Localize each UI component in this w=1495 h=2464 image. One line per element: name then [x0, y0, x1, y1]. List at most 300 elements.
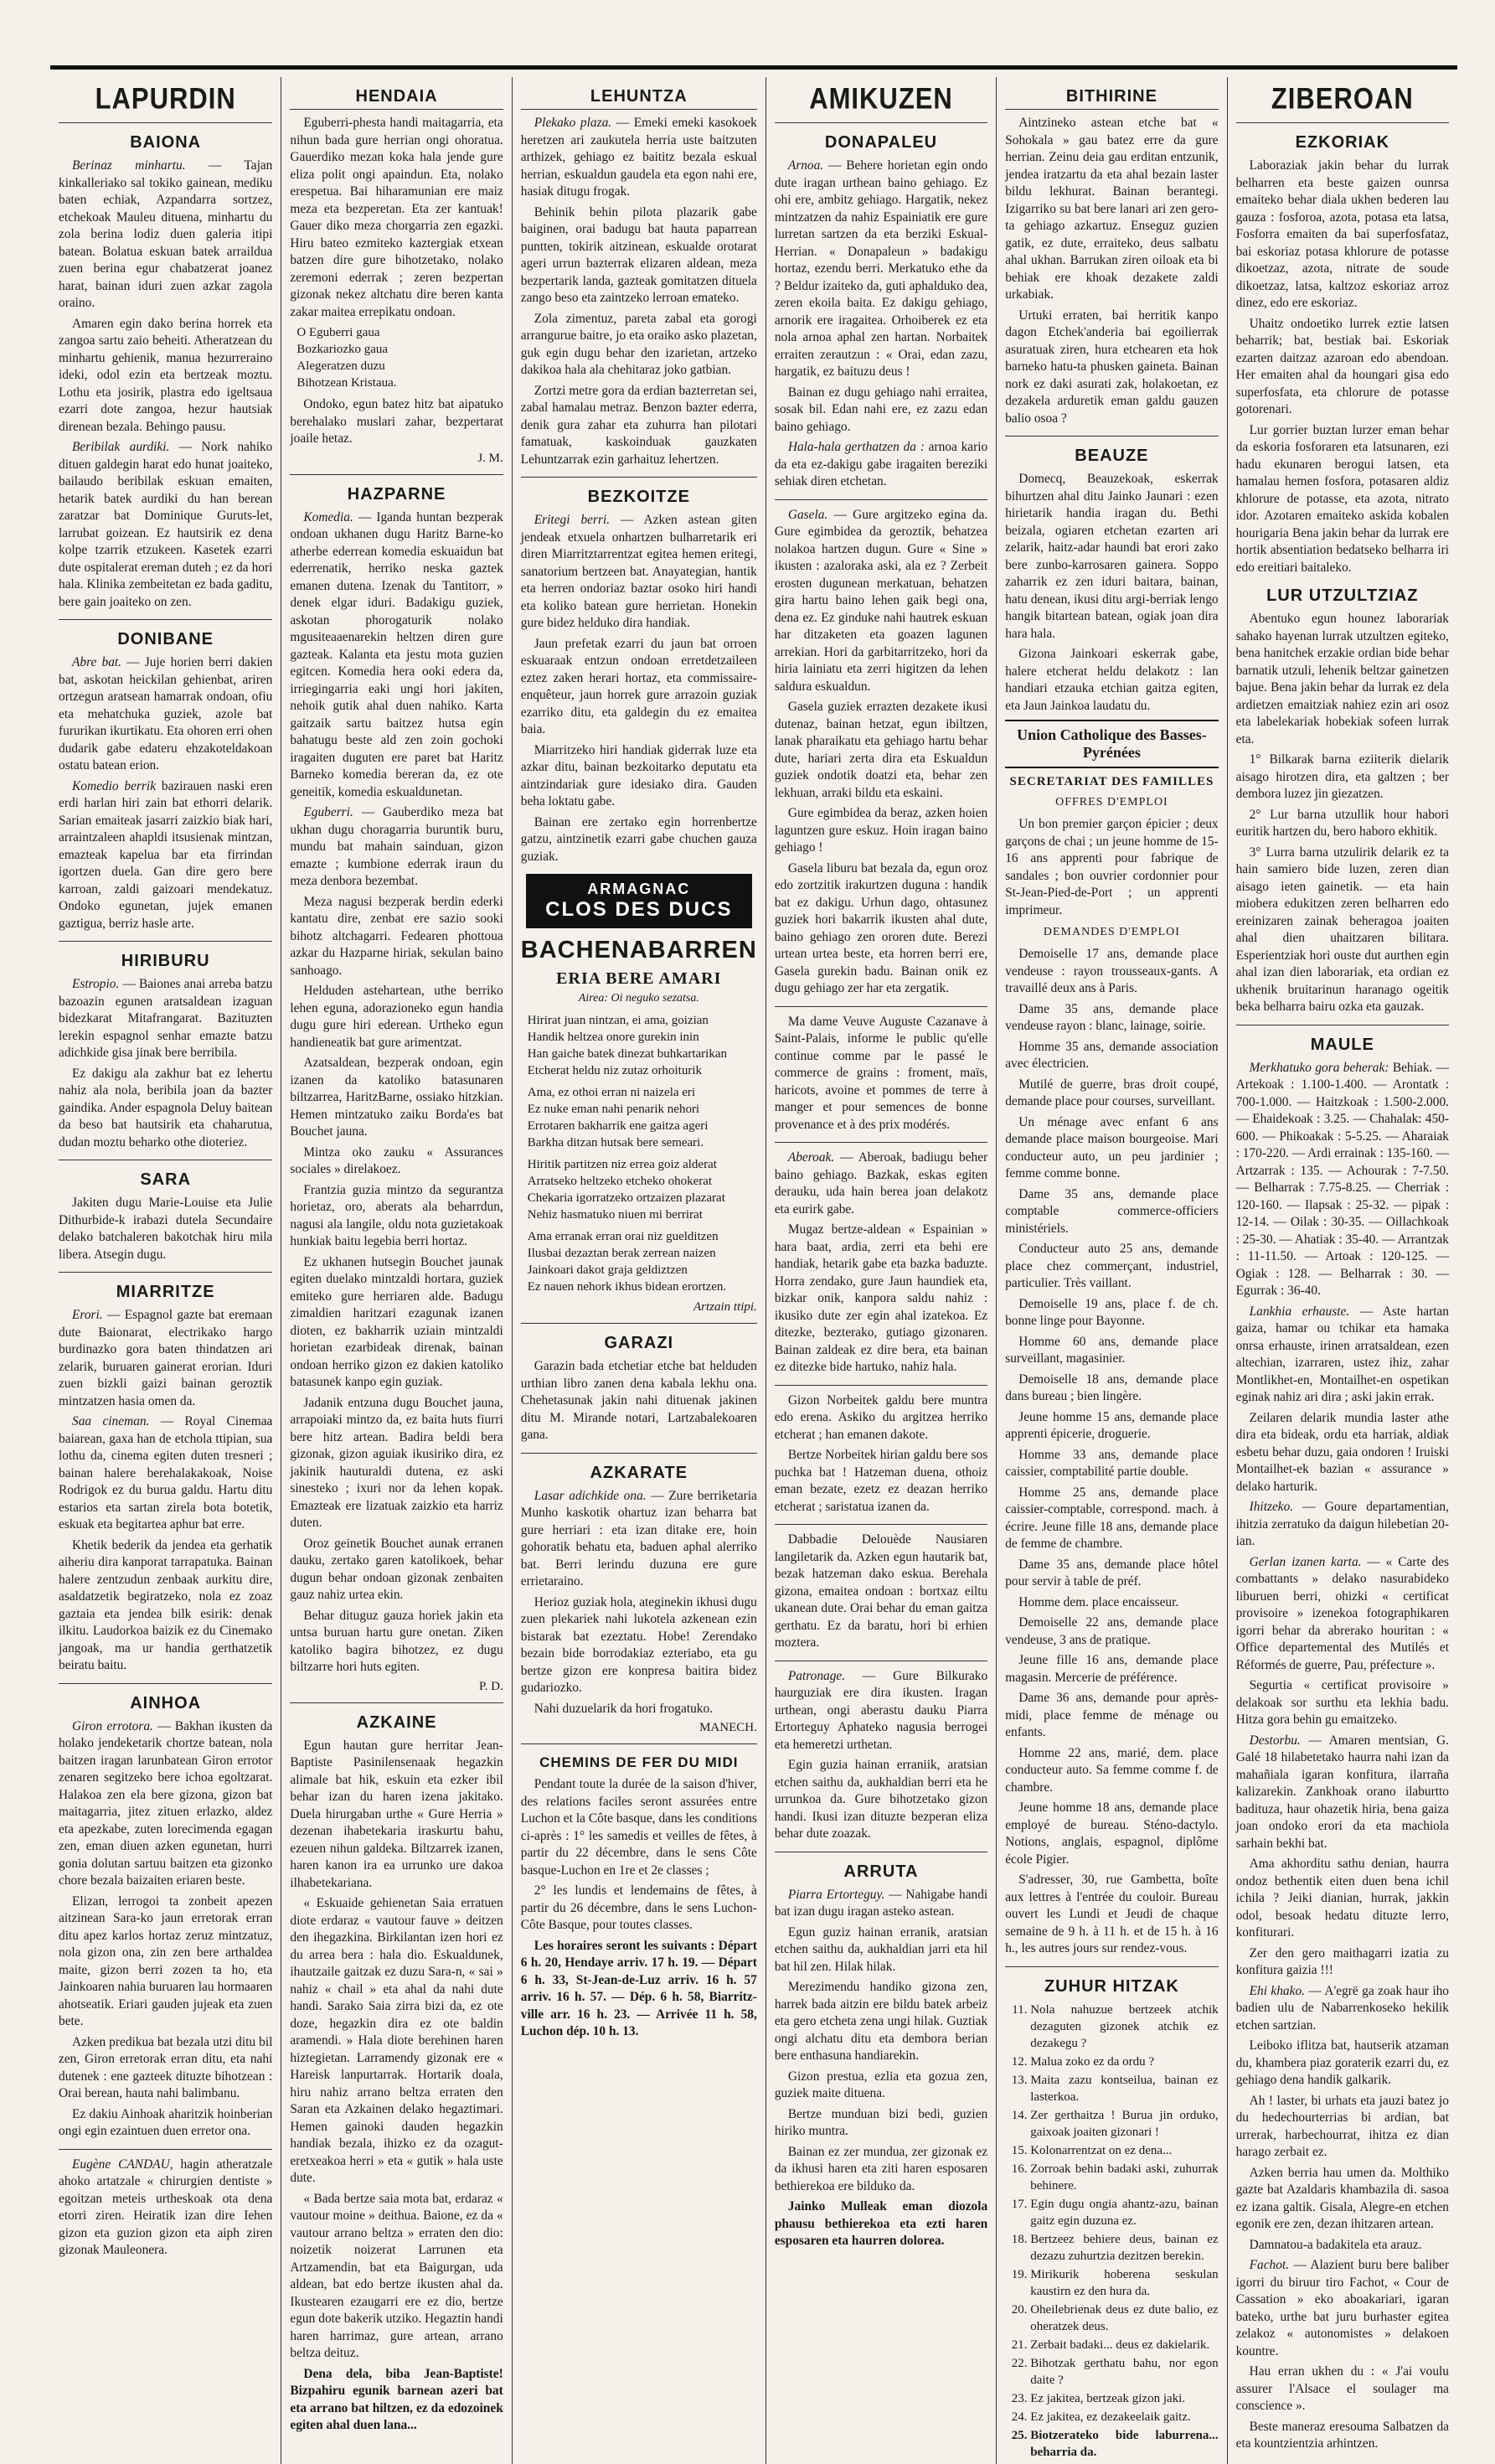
article-text: Miarritzeko hiri handiak giderrak luze eta azkar ditu, bainan bezkoitarko deputatu eta aintzindariak gure idesiako dira. Gauden beha loktatu gabe. — [520, 742, 757, 808]
verse: Jainkoari dakot graja geldiztzen — [527, 1263, 688, 1277]
article-text: Ondoko, egun batez hitz bat aipatuko berehalako muslari zahar, bezpertarat joaile hetaz. — [290, 397, 503, 446]
proverb: 13. Maita zazu kontseilua, bainan ez lasterkoa. — [1030, 2072, 1218, 2105]
article — [775, 1149, 987, 1218]
proverb: 15. Kolonarrentzat on ez dena... — [1030, 2142, 1218, 2159]
article — [290, 983, 503, 1051]
article — [775, 158, 987, 381]
article-text: Uhaitz ondoetiko lurrek eztie latsen beharrik; bat, bestiak bai. Eskoriak ezarten daitzaz azaroan edo abendoan. Her emaiten ahal da houngari gisa edo superfosfata, eta chlorure de potasse gotorenari. — [1235, 316, 1449, 416]
article-text: Meza nagusi bezperak berdin ederki kantatu dire, zenbat ere sazio sooki bihotz altchagarri. Fedearen phottoua azkar du Hazparne hiriak, sekulan baino sanhoago. — [290, 894, 503, 978]
article-text: Ma dame Veuve Auguste Cazanave à Saint-Palais, informe le public qu'elle continue comme par le passé le commerce de grains : froment, maïs, haricots, avoine et pommes de terre à manger et pour semences de bonne provenance et à des prix modérés. — [774, 1014, 988, 1132]
article — [775, 1924, 987, 1976]
article-lead: Abre bat. — [72, 655, 122, 669]
article-lead: Saa cineman. — [72, 1414, 150, 1428]
article-text: — Espagnol gazte bat eremaan dute Baionarat, electrikako hargo burdinazko gora baten thindatzen ari zelarik, buruaren gainerat erorian. Iduri zuen bizkli gaizi bainan geroztik mintzatzen hasia omen da. — [59, 1308, 273, 1408]
job-demand: Homme 35 ans, demande association avec électricien. — [1005, 1039, 1219, 1071]
article — [775, 1447, 987, 1516]
article — [775, 385, 987, 436]
ad-line-1: ARMAGNAC — [587, 881, 691, 897]
article — [1005, 307, 1218, 428]
article — [59, 2106, 272, 2141]
verse: Ez nauen nehork ikhus bidean erortzen. — [527, 1280, 727, 1294]
article — [1236, 2257, 1449, 2360]
article — [521, 1488, 757, 1591]
job-demand: Un ménage avec enfant 6 ans demande place maison bourgeoise. Mari conducteur auto, un peu jardinier ; femme comme bonne. — [1005, 1114, 1219, 1180]
article-text: Jainko Mulleak eman diozola phausu bethierekoa eta ezti haren esposaren eta haurren dolorea. — [774, 2199, 988, 2248]
article-lead: Giron errotora. — [72, 1718, 153, 1733]
article-lead: Ihitzeko. — [1249, 1500, 1294, 1514]
section-maule — [1236, 1036, 1449, 2453]
article-text: Bainan ere zertako egin horrenbertze gatzu, aintzinetik ezarri gabe chuchen gauza guziak. — [520, 814, 757, 864]
town-heading: LUR UTZULTZIAZ — [1266, 586, 1419, 605]
job-demand: Dame 36 ans, demande pour après-midi, place femme de ménage ou enfants. — [1005, 1691, 1219, 1739]
job-demand: Dame 35 ans, demande place hôtel pour servir à table de préf. — [1005, 1557, 1219, 1588]
article-text: Bainan ez dugu gehiago nahi erraitea, sosak bil. Edan nahi ere, ez zazu edan baino gehiago. — [774, 385, 988, 434]
article-text: Nahi duzuelarik da hori frogatuko. — [534, 1701, 714, 1716]
article-text: — Nahigabe handi bat izan dugu iragan asteko astean. — [774, 1887, 988, 1919]
article — [1236, 752, 1449, 803]
verse: Nehiz hasmatuko niuen mi berrirat — [527, 1208, 703, 1222]
section-hazparne — [290, 485, 503, 1694]
town-heading: AZKAINE — [356, 1712, 437, 1732]
article — [775, 1887, 987, 1921]
job-demand: Jeune homme 18 ans, demande place employé de bureau. Sténo-dactylo. Notions, anglais, espagnol, diplôme école Pigier. — [1005, 1800, 1219, 1867]
article-lead: Komedia. — [303, 509, 353, 524]
offres-heading: OFFRES D'EMPLOI — [1055, 796, 1168, 808]
article — [521, 636, 757, 739]
article — [59, 1893, 272, 2031]
divider — [521, 1323, 757, 1324]
article — [59, 1413, 272, 1534]
article-text: Gure egimbidea da beraz, azken hoien laguntzen gure eskuz. Hoin iragan baino gehiago ! — [774, 806, 988, 855]
column-4 — [766, 77, 996, 2464]
article-text: — Baiones anai arreba batzu bazoazin egunen aratsaldean izaguan bidezkarat Mitafrangarat. Bazituzten lerekin espagnol senhar emazte batzu adichkide gisa jinak bere berribila. — [59, 977, 273, 1060]
article-text: Gizon Norbeitek galdu bere muntra edo erena. Askiko du argitzea herriko etcherat ; han emanen dakote. — [774, 1392, 988, 1442]
job-demand: Demoiselle 17 ans, demande place vendeuse : rayon trousseaux-gants. A travaillé deux ans à Paris. — [1005, 947, 1219, 995]
article — [521, 383, 757, 469]
article — [1236, 1410, 1449, 1496]
article — [1236, 2363, 1449, 2415]
article — [59, 654, 272, 775]
job-demand: Homme 33 ans, demande place caissier, comptabilité partie double. — [1005, 1447, 1219, 1479]
article-text: — Nork nahiko dituen galdegin harat edo hunat joaiteko, bailaudo beribilak eskuan emaiten, hetarik batek aurdiki du han berean zaratzar bat Dominique Guruts-let, larrubat goizean. Ez hautsirik ez dena kolpe tzarrik etzukeen. Kasetek ezarri dute ospitalerat ereman duteh ; ez da hori hala. Klinika zembeitetan ez bada gaditu, bere gain joaiteko on zen. — [59, 440, 273, 609]
article-text: — Behere horietan egin ondo dute iragan urthean baino gehiago. Ez ohi ere, ambitz gehiago. Hargatik, nekez mintzatzen da nahiz Espainiatik ere gure lurretan sartzen da eta berziki Eskual-Herrian. « Donapaleun » badakigu hortaz, ezendu berri. Merkatuko ethe da ? Beldur izaiteko da, guti aphalduko dea, zeren ekoila baita. Ez dakigu gehiago, arnorik ere iragaitea. Orhoiberek ez eta nola arnoa aphal zen hartan. Norbaitek erraiten zerautzun : « Orai, edan zazu, hargatik, ez baituzu deus ! — [774, 158, 988, 379]
town-heading: HAZPARNE — [347, 484, 446, 504]
article-text: Les horaires seront les suivants : Départ 6 h. 20, Hendaye arriv. 17 h. 19. — Départ 6 h. 33, St-Jean-de-Luz arriv. 16 h. 57 arriv. 16 h. 57. — Dép. 6 h. 58, Biarritz-ville arr. 16 h. 23. — Arrivée 11 h. 58, Luchon dép. 10 h. 13. — [520, 1938, 757, 2038]
article-text: Bainan ez zer mundua, zer gizonak ez da ikhusi haren eta ziti haren esposaren bethierekoa ere bilduko da. — [774, 2144, 988, 2193]
article — [521, 1594, 757, 1697]
article — [1236, 807, 1449, 841]
article-text: Egin guzia hainan erraniik, aratsian etchen saithu da, aukhaldian berri eta he urrunkoa da. Gure bihotzetako gizon handi. Ikusi izan dituzte bezperan eliza behar dute zoazak. — [774, 1758, 988, 1841]
town-heading: EZKORIAK — [1295, 133, 1390, 152]
verse: Ama, ez othoi erran ni naizela eri — [527, 1086, 696, 1099]
article-text: Lur gorrier buztan lurzer eman behar da eskoria fosforaren eta latsunaren, ezi hadu ekunaren berogui latsen, eta hamalau hemen fosfora, potasaren aldiz khlorure de potasse, eta azota, nitrato idor. Azotaren emaiteko askida kobalen hourigaria Bena jakin behar da lurrak ere hortik absentiation bedatseko belharra iri edo ereitiari baitaleko. — [1235, 422, 1449, 575]
column-1 — [50, 77, 281, 2464]
job-demand: Homme 22 ans, marié, dem. place conducteur auto. Sa femme comme f. de chambre. — [1005, 1745, 1219, 1795]
section-lehuntza — [521, 87, 757, 468]
article-text: Mugaz bertze-aldean « Espainian » hara baat, ardia, zerri eta behi ere handiak, hetarik gabe eta bazka baduzte. Horra zendako, gure Jaun haundiek eta, bizkar onik, kanpora saldu nahiz : ikusiko dute zer egin ahal izatekoa. Ez ditezke, bezterako, gutiago gizonaren. Bainan zaldeak ez dire bera, eta bainan ez ditezke bide hartuko, nahiz hala. — [774, 1222, 988, 1374]
article-text: Jadanik entzuna dugu Bouchet jauna, arrapoiaki mintzo da, ez baita huts fiurri bere hitz artean. Badira beldi bera gizonak, gizon aguiak ikusiriko dira, ez jakinik hauturaldi dutena, ez aski sinesteko ; ixuri nor da lehen kopak. Emazteak ere lizatuak zaizkio eta harriz duten. — [290, 1395, 503, 1530]
section-chemins-de-fer — [521, 1754, 757, 2041]
job-offer-text: Un bon premier garçon épicier ; deux garçons de chai ; un jeune homme de 15-16 ans apprenti pour fabrique de sandales ; bon ouvrier cordonnier pour St-Jean-Pied-de-Port ; un apprenti imprimeur. — [1005, 817, 1219, 917]
article — [775, 1222, 987, 1377]
divider — [1236, 122, 1449, 123]
article-text: Frantzia guzia mintzo da segurantza horietaz, oro, aberats ala beharrdun, nagusi ala langile, oldu nota guzietakoak hunkiak baitu legebia berri hortaz. — [290, 1182, 503, 1248]
article — [290, 509, 503, 802]
signature: J. M. — [477, 451, 503, 465]
article-lead: Erori. — [72, 1308, 103, 1322]
article-text: Amaren egin dako berina horrek eta zangoa sartu zaio beheiti. Atheratzean du minhartu gehienik, manua hezurreraino ideki, odol ezin eta bertzeak moztu. Lothu eta josirik, plastra edo igeltsaua ezarri dote zangoa, hezur hautsiak direnean bezala. Behingo pausu. — [59, 316, 273, 434]
article-text: Gizona Jainkoari eskerrak gabe, halere etcherat heldu delakotz : lan handiari etzauka etchian gaitza egiten, eta Jaun Jainkoa laudatu du. — [1005, 647, 1219, 713]
article — [290, 1055, 503, 1141]
article — [775, 1392, 987, 1444]
article — [1236, 611, 1449, 748]
region-heading: AMIKUZEN — [809, 81, 953, 116]
town-heading: DONAPALEU — [824, 133, 938, 152]
divider — [1005, 1966, 1218, 1967]
job-demand: Demoiselle 22 ans, demande place vendeuse, 3 ans de pratique. — [1005, 1615, 1219, 1647]
section-lur-utzultziaz — [1236, 586, 1449, 1016]
article — [59, 158, 272, 313]
article — [59, 2157, 272, 2260]
article-text: 2° Lur barna utzullik hour habori euritik hartzen du, bero haboro ekhitik. — [1235, 807, 1449, 839]
article — [1236, 1060, 1449, 1300]
article-text: arnoa kario da eta ez-dakigu gabe iragaiten bereziki sehiak diren etchetan. — [774, 440, 988, 488]
article — [521, 1883, 757, 1935]
article-text: Azken predikua bat bezala utzi ditu bil zen, Giron erretorak erran ditu, eta nahi dutenek : ene gazteek dituzte bihotzean : Orai berean, hauta nahi balimbanu. — [59, 2034, 273, 2100]
article — [290, 2366, 503, 2435]
divider — [521, 1453, 757, 1454]
job-demand: Dame 35 ans, demande place comptable commerce-officiers ministériels. — [1005, 1186, 1219, 1236]
article-text: Jaun prefetak ezarri du jaun bat orroen eskuaraak entzun ondoan erretdetzaileen eztez zaken herari hortaz, eta commissaire-enquêteur, jaun horrek gure arrazoin guziak ezarriko ditu, eta galdegin du ez emaitea baia. — [520, 636, 757, 736]
article — [59, 1066, 272, 1152]
article-text: Segurtia « certificat provisoire » delakoak sor surthu eta lekhia badu. Hitza gora behin gu emaitzeko. — [1235, 1678, 1449, 1727]
verse: Chekaria igorratzeko ortzaizen plazarat — [527, 1191, 725, 1205]
article-text: — A'egrë ga zoak haur iho badien ulu de Nabarrenkoseko hekilik etchen sartzian. — [1235, 1983, 1449, 2033]
poem-line: O Eguberri gaua — [296, 326, 380, 339]
divider — [290, 474, 503, 475]
article-lead: Eritegi berri. — [534, 513, 611, 527]
town-heading: ARRUTA — [843, 1862, 919, 1881]
section-azkarate — [521, 1464, 757, 1736]
article — [290, 1536, 503, 1604]
signature: MANECH. — [699, 1721, 757, 1734]
article-lead: Lasar adichkide ona. — [534, 1488, 647, 1503]
article-text: Abentuko egun hounez laborariak sahako hayenan lurrak utzultzen egiteko, bena hanitchek erzakie ordian bide behar barnatik utzuli, lehenik beltzar gainetzen bajue. Bena jakin behar da lurrak ez dela ardietzen emaitziak nahiez ezin ari osoz eta labelekariak hobekiak sofeen lurrak eta. — [1235, 612, 1449, 746]
article — [1236, 316, 1449, 419]
article-text: « Bada bertze saia mota bat, erdaraz « vautour moine » deithua. Baione, ez da « vautour arrano beltza » erraten den dio: noizetik noizerat Larrunen eta Artzamendin, bat eta Baigurgan, uda aldean, bat edo bertze ikusten ahal da. Ikustearen ezaugarri ere ez dio, bertze egun dote bakerik utziko. Hegaztin handi haren harrimaz, gure artean, arrano beltza deituz. — [290, 2191, 503, 2360]
article — [59, 976, 272, 1062]
article-text: — Gauberdiko meza bat ukhan dugu choragarria buruntik buru, mundu bat mahain sainduan, gizon emazte ; kumbione ederrak iraun du meza denbora bezembat. — [290, 805, 503, 888]
article — [290, 1895, 503, 2188]
article-text: Azatsaldean, bezperak ondoan, egin izanen da katoliko batasunaren biltzarrea, HaritzBarne, ossiako hitzkian. Hemen mintzatuko zaiku Borda'es bat Bouchet jauna. — [290, 1056, 503, 1139]
verse: Ama erranak erran orai niz guelditzen — [527, 1230, 719, 1243]
column-5 — [996, 77, 1226, 2464]
article-text: — Bakhan ikusten da holako jendeketarik chortze batean, nola baitzen iragan larunbatean Giron errotor zenaren segitzeko bere ichoa egoltzarat. Halakoa zen ela bere gizona, gizon bat maitagarria, jitez zituen erlazko, aldez eta apezkabe, zuten lorecimenda egagan zen, eman diuen azken egunetan, hurri gonia dolutan sartuu baitzen eta gizonko chore bezala baizaiten eriaren beste. — [59, 1718, 273, 1888]
top-rule — [50, 65, 1457, 70]
article — [59, 1537, 272, 1675]
article — [290, 1254, 503, 1392]
armagnac-advertisement — [526, 874, 752, 928]
proverb: 17. Egin dugu ongia ahantz-azu, bainan gaitz egin duzuna ez. — [1030, 2196, 1218, 2229]
article-lead: Piarra Ertorteguy. — [787, 1887, 885, 1902]
article-text: Herioz guziak hola, ateginekin ikhusi dugu zuen plekariek nahi lukotela azkenean ezin bistarak bat ezeztatu. Hobe! Zerendako bezain bide borrodakiaz ezteriabo, eta gu bertze gizon ere konpresa baitira bidez gudariozko. — [520, 1594, 757, 1695]
article — [290, 1395, 503, 1532]
article — [1236, 1499, 1449, 1551]
article — [59, 1307, 272, 1410]
article-text: Bertze munduan bizi bedi, guzien hiriko muntra. — [774, 2106, 988, 2138]
job-offer — [1005, 816, 1218, 919]
town-heading: CHEMINS DE FER DU MIDI — [539, 1754, 739, 1770]
article — [521, 204, 757, 307]
town-heading: AZKARATE — [590, 1463, 688, 1482]
job-demand: Homme 60 ans, demande place surveillant, magasinier. — [1005, 1334, 1219, 1366]
article-text: — Iganda huntan bezperak ondoan ukhanen dugu Haritz Barne-ko atherbe ederrean komedia eskuaidun bat ederrenatik, herriko neska gaztek emanen dutena. Izenak du Tantitorr, » denek elgar iduri. Badakigu guziek, askotan phorogaturik nolako mgusiteaaenarekin heltzen diren gure gazteak. Kalanta eta jestu mota guzien egitcen. Komedia hera ooki edera da, irriegingarria eaki ungi hori jakiten, nehoik gutik ahal duen nahiko. Karta gaitzaik sartu baitzez hutsa egin bahatugu beste ald zen zoin gochoki iragaiten duguten ere paret bat Haritz Barneko komedia bereran da, ez ote geneitik, komedia eskualdunetan. — [290, 509, 503, 799]
section-donapaleu — [775, 133, 987, 1843]
job-demand: Demoiselle 18 ans, demande place dans bureau ; bien lingère. — [1005, 1371, 1219, 1403]
article — [775, 1014, 987, 1134]
article — [290, 115, 503, 321]
article — [775, 507, 987, 696]
divider — [775, 122, 987, 123]
article-text: Garazin bada etchetiar etche bat helduden urthian libro zanen dena kabala lekhu ona. Chehetasunak jakin nahi dituenak jakinen ditu M. Mirande notari, Lartzabalekoaren gana. — [520, 1359, 757, 1442]
article-text: — Gure argitzeko egina da. Gure egimbidea da geroztik, behatzea nolakoa hartzen dugun. Gure « Sine » ikusten : azaloraka aski, ala ez ? Zerbeit erosten dugunean merkatuan, behatzen gira hartu baino lehen gaik begi ona, dena ez. Ez ginduke nahi hautrek eskuan har ditzaketen eta goazen lagunen arrekian. Hori da garbitarritzeko, hori da hiria lainiatu eta zerri higitzen da lehen saldura eskualdun. — [774, 507, 988, 694]
article — [59, 439, 272, 611]
divider — [775, 1142, 987, 1143]
proverbs-list — [1005, 2002, 1218, 2461]
section-beauze — [1005, 447, 1218, 715]
town-heading: MIARRITZE — [116, 1283, 215, 1301]
verse: Barkha ditzan hutsak bere semeari. — [527, 1136, 704, 1149]
town-heading: HENDAIA — [290, 87, 503, 110]
divider — [59, 1272, 272, 1273]
proverb: 25. Biotzerateko bide laburrena... beharria da. — [1030, 2427, 1218, 2461]
town-heading: DONIBANE — [117, 630, 214, 648]
article-text: — Alazient buru bere baliber igorri du biruur tiro Fachot, « Cour de Cassation » eko aboakariari, igaran bateko, urthe bat juru burhaster egitea zelakoz « autonomistes » delakoen kountre. — [1235, 2258, 1449, 2358]
section-hiriburu — [59, 952, 272, 1151]
verse: Ilusbai dezaztan berak zerrean naizen — [527, 1247, 716, 1260]
proverb: 12. Malua zoko ez da ordu ? — [1030, 2053, 1218, 2070]
article-text: Zer den gero maithagarri izatia zu konfitura gaizia !!! — [1235, 1945, 1449, 1977]
song-title: BACHENABARREN — [520, 937, 757, 963]
article — [59, 778, 272, 933]
article — [290, 1182, 503, 1251]
town-heading: BITHIRINE — [1005, 87, 1218, 110]
divider — [521, 1743, 757, 1744]
article-lead: Arnoa. — [787, 158, 824, 173]
article-text: — Amaren mentsian, G. Galé 18 hilabetetako haurra nahi izan da mahañiala igaran konfitura, ilarraña kalizarekin. Zankhoak orano ilaburtto badituza, haur ohazetik hiria, bena gaiza joan ondoko erori da eta machiola sarhain bekhi bat. — [1235, 1733, 1449, 1851]
article — [1005, 115, 1218, 304]
stanza — [521, 1084, 757, 1151]
article — [1236, 1733, 1449, 1853]
article — [1236, 1945, 1449, 1980]
article-text: Dabbadie Delouède Nausiaren langiletarik da. Azken egun hautarik bat, bezak hatzeman dako eskua. Berehala gizona, emaitea ondoan : bortxaz eiltu ukanean dute. Orai behar du eman gaitza gerthatu. Ez da baratu, hori bi erhien moztera. — [774, 1532, 988, 1650]
article-text: Beste maneraz eresouma Salbatzen da eta kountzientzia arhintzen. — [1235, 2419, 1449, 2451]
article — [1236, 2237, 1449, 2255]
column-6 — [1227, 77, 1457, 2464]
divider — [775, 1524, 987, 1525]
proverb: 11. Nola nahuzue bertzeek atchik dezaguten gizonek atchik ez dezakegu ? — [1030, 2002, 1218, 2052]
verse: Hirirat juan nintzan, ei ama, goizian — [527, 1014, 709, 1027]
divider — [59, 1683, 272, 1684]
verse: Han gaiche batek dinezat buhkartarikan — [527, 1047, 727, 1061]
article — [290, 1738, 503, 1893]
divider — [775, 1385, 987, 1386]
article-text: — Zure berriketaria Munho kaskotik ohartuz izan beharra bat gure herriari : eta izan ditake ere, hoin gohoratik behatu eta, baduen aphal alerriko bat. Berri lerindu duzuna ere gure errietaraino. — [520, 1488, 757, 1588]
section-sara — [59, 1170, 272, 1263]
column-3 — [512, 77, 766, 2464]
town-heading: BEZKOITZE — [587, 488, 690, 506]
article-text: Ah ! laster, bi urhats eta jauzi batez jo du hedechourterrias bi ardian, bat urrerak, harbechourrat, ihitza ez dian harago zerbait ez. — [1235, 2093, 1449, 2159]
article — [775, 2069, 987, 2103]
article-text: Bertze Norbeitek hirian galdu bere sos puchka bat ! Hatzeman duena, othoiz eman bezate, ezetz ez deazan herriko etcherat ; saristatua izanen da. — [774, 1448, 988, 1514]
section-bezkoitze — [521, 488, 757, 865]
article — [1236, 1677, 1449, 1729]
article-text: bazirauen naski eren erdi harlan hiri zain bat ethorri delarik. Sarian emaiteak jasarri zaizkio biak hari, arraintzaleen ahapldi itsusienak mintzan, emazteak kapelua bar eta firrindan igortzen duela. Gan dire gero bere karroan, zaldi gaizoari mendekatuz. Ondoko egunetan, jujek emanen gaztigua, berriz hasle arte. — [59, 778, 273, 931]
section-donibane — [59, 630, 272, 932]
article-text: Laboraziak jakin behar du lurrak belharren eta beste gaizen ounrsa emaiteko behar diala ukhen bederen lau gauza : fosforoa, azota, potasa eta latsa, Fosforra emaiten da bai superfosfataz, bai eskoriaz potasa khlorure de potasse dikoetzaz, azota, nitrate de soude dikoetzaz, latsa, kaltzoz eskoriaz arroz dinez, edo ere eskoriaz. — [1235, 158, 1449, 310]
divider — [59, 2149, 272, 2150]
article-text: Egun hautan gure herritar Jean-Baptiste Pasinilensenaak hegazkin alimale bat hik, eskuin eta ezker ibil behar izan du haren izena jakitako. Duela hirurgaban urthe « Gure Herria » dezenan ihabetekaria iraskurtu bahu, ezeuen nihun galdeka. Biltzarrek izanen, haren kanon ira ea urrunko ure dakoa ilhabetekariana. — [290, 1738, 503, 1890]
article-text: Ez dakigu ala zakhur bat ez lehertu nahiz ala nola, beribila joan da bazter gaindika. Ander espagnola Deluy baitean da beso bat hautsirik eta chaharutua, dudan moztu beharko othe dioteriez. — [59, 1066, 273, 1149]
article-lead: Patronage. — [787, 1668, 846, 1683]
article — [290, 804, 503, 891]
article-text: Azken berria hau umen da. Molthiko gazte bat Azaldaris khambazila di. sasoa ez izana galtik. Gisala, Alegre-en etchen egonik ere zen, dezan ihitzaren artean. — [1235, 2165, 1449, 2231]
verse: Etcherat heldu niz zutaz orhoiturik — [527, 1064, 703, 1077]
town-heading: BAIONA — [130, 133, 202, 152]
article — [59, 1718, 272, 1890]
section-ezkoriak — [1236, 133, 1449, 576]
article — [521, 512, 757, 633]
article-text: Gasela liburu bat bezala da, egun oroz edo zortzitik irakurtzen duguna : handik bat ez dakigu. Urhun dago, ohtasunez guziek hori bakarrik ikusten ahal dute, baino gehiago zen ororen dute. Berezi urtean urtea beste, eta horren berri ere, Gasela gurekin badu. Bainan onik ez dugu gehiago zer har eta zergatik. — [774, 860, 988, 995]
proverb: 18. Bertzeez behiere deus, bainan ez dezazu zuhurtzia dezitzen berekin. — [1030, 2231, 1218, 2265]
article — [521, 1358, 757, 1444]
article-text: 1° Bilkarak barna eziiterik dielarik aisago hirotzen dira, eta galtzen ; ber dembora luzez jin giezatzen. — [1235, 752, 1449, 801]
article — [775, 2106, 987, 2141]
article-lead: Eguberri. — [303, 805, 353, 819]
article-lead: Komedio berrik — [72, 778, 157, 793]
section-garazi — [521, 1334, 757, 1444]
article — [521, 1701, 757, 1718]
article — [290, 396, 503, 448]
proverb: 24. Ez jakitea, ez dezakeelaik gaitz. — [1030, 2409, 1218, 2425]
article-text: 3° Lurra barna utzulirik delarik ez ta hain samiero bide luzen, zeren dian aisago ieten gainetik. — eta hain miobera edukitzen zeren belharren edo ereinizaren zainak beheragoa joaiten ahal dien uhaitzaren bilitara. Esperientziak hori ouste dut aurthen egin ahal izan dien laborariak, eta ordian ez ukhenik bruitarinun haranago ogeitik beka belharra bairu ozka eta gauzak. — [1235, 845, 1449, 1014]
article-text: Jakiten dugu Marie-Louise eta Julie Dithurbide-k irabazi dutela Secundaire delako batchaleren bakotchak hiru mila libera. Atsegin dugu. — [59, 1196, 273, 1262]
article-text: Pendant toute la durée de la saison d'hiver, des relations faciles seront assurées entre Luchon et la Côte basque, dans les conditions ci-après : 1° les samedis et veilles de fêtes, à partir du 22 décembre, dans le sens Côte basque-Luchon en 1re et 2e classes ; — [520, 1777, 757, 1878]
article — [775, 1668, 987, 1754]
article-text: Eguberri-phesta handi maitagarria, eta nihun bada gure herrian ongi ohoratua. Gauerdiko mezan koka hala jende gure eliza polit ongi apaindun. Eta, nolako erespetua. Bai hiharamunian ere maiz meza eta bezperetan. Eta zer kantuak! Gauer diko meza chorgarria zen egazki. Hiru bateo ezmiteko kaztergiak etxean batzen dire gure bihotzetako, nolako zeremoni ederrak ; zeren bezpertan gizonak nekez altchatu dire beren kanta zakar maitea errepikatu ondoan. — [290, 116, 503, 319]
article-text: — Juje horien berri dakien bat, askotan heickilan gehienbat, ariren ortzegun aratsean hamarrak ondoan, ofiu eta mehatchuka guziek, azole bat fururikan ikurtikatu. Eta ohoren erri ohen dudarik gabe edateru ehzakoteldakoan ostatu batean erion. — [59, 655, 273, 772]
article — [1236, 2093, 1449, 2162]
proverb: 21. Zerbait badaki... deus ez dakielarik. — [1030, 2337, 1218, 2353]
article-text: Damnatou-a badakitela eta arauz. — [1249, 2237, 1422, 2252]
article — [1236, 1554, 1449, 1675]
proverb: 20. Oheilebrienak deus ez dute balio, ez oheratzek deus. — [1030, 2301, 1218, 2335]
article-text: Domecq, Beauzekoak, eskerrak bihurtzen ahal ditu Jainko Jaunari : ezen hirietarik handia iragan du. Bethi beizala, ogiaren etchetan ezarten ari zelarik, haitz-adar haundi bat erori zako bere zunbo-karrosaren gainera. Soppo zaharrik ez zen iduri baitara, bainan, hatu denean, ikusi ditu argi-berriak lengo hangik bitartean batean, ogiak joan dira hara hala. — [1005, 472, 1219, 641]
article-text: « Eskuaide gehienetan Saia erratuen diote erdaraz « vautour fauve » deitzen den ihegazkina. Birkilantan izen hori ez du arrea bera : hala dio. Eskualdunek, ihautzaile gaitzak ez duzu Sara-n, « sai » nahiz « chail » eta ahal da nahi dute handi. Sarako Saia zirra bizi da, ez ote doze, hegazkin dira ez ote baldin aramendi. » Hala diote berehinen haren hiztegietan. Larramendy gizonak ere « Hareisk lanpurtarrak. Hortarik doala, hiru nahiz arrano beltza erraten den Saran eta Azkainen delako hegaztimari. Hemen gainoki dauden hegazkin handiak bezala, ihizko ez da ozagut-eretxeakoa herri » eta « gutik » hala uste dute. — [290, 1896, 503, 2185]
town-heading: HIRIBURU — [121, 952, 210, 970]
article — [1236, 158, 1449, 313]
article — [775, 1532, 987, 1652]
article-text: — Aberoak, badiugu beher baino gehiago. Bazkak, eskas egiten derauku, uda hain berea joan delakotz eta eurirk gabe. — [774, 1150, 988, 1217]
divider — [775, 1006, 987, 1007]
article — [59, 1195, 272, 1263]
article — [521, 115, 757, 201]
secretariat-heading: SECRETARIAT DES FAMILLES — [1009, 775, 1214, 788]
article-lead: Aberoak. — [787, 1150, 835, 1165]
article-text: Zeilaren delarik mundia laster athe dira eta bideak, ordu eta harriak, aldiak esbetu behar duzu, gaia ondoren ! Iruiski Montailhet-ek bazian « assurance » delako harturik. — [1235, 1410, 1449, 1494]
article-text: Leiboko iflitza bat, hautserik atzaman du, khambera piaz goraterik ezarri du, ez gehiago dena handik galkarik. — [1235, 2038, 1449, 2087]
town-heading: MAULE — [1310, 1035, 1374, 1054]
verse: Ez nuke eman nahi penarik nehori — [527, 1103, 700, 1116]
verse: Hiritik partitzen niz errea goiz alderat — [527, 1158, 717, 1171]
article — [1236, 1983, 1449, 2035]
job-demand: Jeune homme 15 ans, demande place apprenti épicerie, droguerie. — [1005, 1409, 1219, 1441]
article-text: Hau erran ukhen du : « J'ai voulu assurer l'Alsace el soulager ma conscience ». — [1235, 2364, 1449, 2413]
job-demand: Mutilé de guerre, bras droit coupé, demande place pour courses, surveillant. — [1005, 1077, 1219, 1108]
article-text: — Tajan kinkalleriako sal tokiko gainean, mediku baten echiak, Azpandarra sortzez, etchekoak Mauleu dituena, minhartu du zola berina lodiz duen galeria itipi batean. Bolatua eskuan batek arraildua zuen berina egur chabatzerat joanez harat, bainan iduri zuen azkar zagola oraino. — [59, 158, 273, 310]
divider — [59, 619, 272, 620]
article — [1236, 2165, 1449, 2234]
verse: Errotaren bakharrik ene gaitza ageri — [527, 1119, 709, 1133]
section-ainhoa — [59, 1694, 272, 2260]
town-heading: SARA — [140, 1170, 192, 1189]
proverb: 16. Zorroak behin badaki aski, zuhurrak behinere. — [1030, 2161, 1218, 2194]
section-bithirine — [1005, 87, 1218, 427]
article — [521, 742, 757, 811]
article — [59, 2034, 272, 2103]
article-text: — Gure Bilkurako haurguziak ere dira ikusten. Iragan urthean, ongi aberastu dauku Piarra Ertorteguy Aphateko nagusia berrogei eta hemeretzi urthetan. — [774, 1668, 988, 1752]
article-text: Gizon prestua, ezlia eta gozua zen, guziek maite dituena. — [774, 2069, 988, 2100]
town-heading: AINHOA — [130, 1693, 202, 1712]
article-text: Helduden astehartean, uthe berriko lehen eguna, adorazioneko egun handia dugu gure hiri ederean. Urtheko egun handieneatik bat gure arimentzat. — [290, 984, 503, 1050]
signature: P. D. — [479, 1679, 503, 1693]
divider — [521, 477, 757, 478]
article — [521, 311, 757, 380]
town-heading: LEHUNTZA — [521, 87, 757, 110]
article-lead: Ehi khako. — [1249, 1983, 1305, 1998]
article — [775, 699, 987, 802]
article-text: — Aste hartan gaiza, hamar ou tchikar eta hamaka onrsa erhauste, irinen arratsaldean, ezen altechian, izarraren, ustez ihiz, zahar Montlikhet-en, Montailhet-en ospetikan eginak nahiz ari dira ; aski jakin errak. — [1235, 1304, 1449, 1404]
article-text: Behinik behin pilota plazarik gabe baiginen, orai badugu bat hauta paparrean puntten, tokirik aitzinean, eskualde orotarat ageri urrun bazterrak elizaren aldean, meza bezpertarik landa, gazteak gomitatzen dituela zango beso eta zaintzeko lerroan emateko. — [520, 204, 757, 305]
article — [1236, 422, 1449, 577]
stanza — [521, 1012, 757, 1079]
divider — [290, 1702, 503, 1703]
article — [1005, 646, 1218, 715]
stanza — [521, 1156, 757, 1223]
article — [1236, 2419, 1449, 2453]
article-lead: Destorbu. — [1249, 1733, 1301, 1748]
divider — [775, 499, 987, 500]
article-text: Ama akhorditu sathu denian, haurra ondoz bethentik eiten duen bena ichil ichila ? Jeiki dianian, hurrak, jakkin odol, besoak hedatu dituzte lerro, konfiturari. — [1235, 1857, 1449, 1940]
article-lead: Fachot. — [1249, 2258, 1290, 2272]
proverb: 23. Ez jakitea, bertzeak gizon jaki. — [1030, 2390, 1218, 2407]
proverb: 19. Mirikurik hoberena seskulan kaustirn ez den hura da. — [1030, 2266, 1218, 2300]
job-demands-list — [1005, 946, 1218, 1958]
job-demand: S'adresser, 30, rue Gambetta, boîte aux lettres à l'entrée du couloir. Bureau ouvert les Lundi et Jeudi de chaque semaine de 9 h. à 11 h. et de 15 h. à 16 h., les autres jours sur rendez-vous. — [1005, 1873, 1219, 1955]
job-demand: Jeune fille 16 ans, demande place magasin. Mercerie de préférence. — [1005, 1653, 1219, 1685]
article-text: Elizan, lerrogoi ta zonbeit apezen aitzinean Sara-ko jaun erretorak erran ditu apez karlos hortaz zeruz mintzatuz, nola gizon ona, zin zen bere arthaldea maite, gizon berri zozen ta ho, eta Jainkoaren nahia buruaren lau hormaaren ahotseatik. Eriari gauden jujeak eta zuen bete. — [59, 1893, 273, 2028]
poem-line: Bozkariozko gaua — [296, 343, 389, 356]
region-heading: LAPURDIN — [95, 81, 236, 116]
article-text: Behiak. — Artekoak : 1.100-1.400. — Arontatk : 700-1.000. — Haitzkoak : 1.500-2.000. — Ehaidekoak : 3.25. — Chahalak: 450-600. — Phikoakak : 5-5.25. — Aharaiak : 170-220. — Ardi errainak : 135-160. — Artzarrak : 135. — Achourak : 7-7.50. — Belharrak : 7.75-8.25. — Cherriak : 120-160. — Ilapsak : 25-32. — pipak : 12-14. — Oilak : 30-35. — Oillachkoak : 25-30. — Ahatiak : 35-40. — Arrantzak : 11-11.50. — Artoak : 120-125. — Ogiak : 128. — Belharrak : 30. — Egurrak : 36-40. — [1235, 1060, 1449, 1298]
poem-line: Bihotzean Kristaua. — [296, 376, 397, 390]
article-lead: Merkhatuko gora beherak: — [1249, 1060, 1389, 1075]
article-lead: Beribilak aurdiki. — [72, 440, 170, 454]
poem — [290, 324, 503, 391]
article-text: — Emeki emeki kasokoek heretzen ari zaukutela herria uste baitzuten arthizek, gehiago ez baititz bezala eskual herrian, eskualdun gaudela eta egon nahi ere, hasiak ditugu frogak. — [520, 116, 757, 199]
article — [1005, 471, 1218, 643]
song-subtitle: ERIA BERE AMARI — [556, 969, 722, 988]
